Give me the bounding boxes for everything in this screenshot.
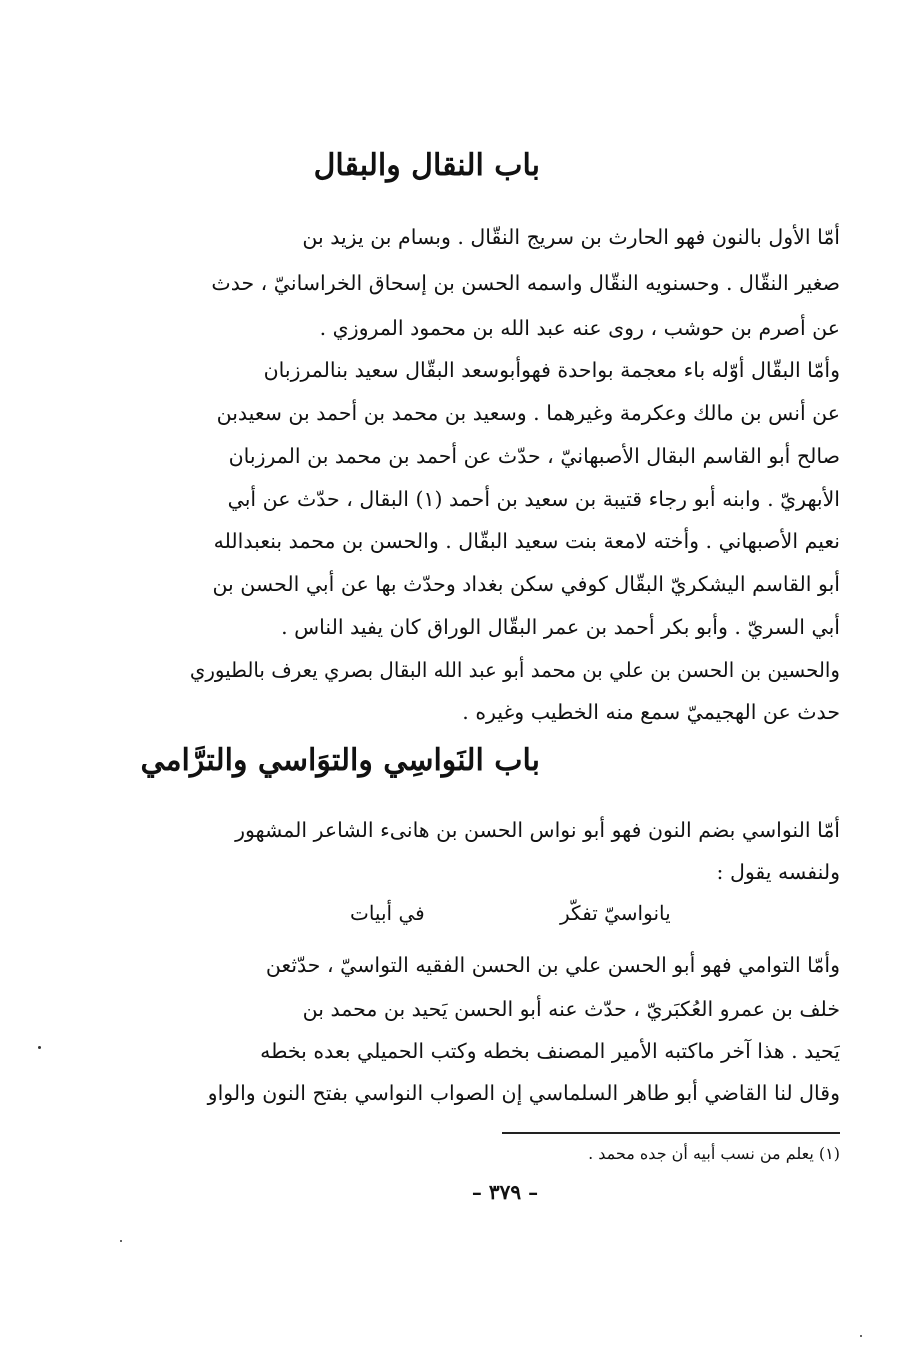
chapter-heading-nawasi: باب النَواسِي والتوَاسي والترَّامي bbox=[140, 743, 540, 778]
chapter-heading-naqqal: باب النقال والبقال bbox=[313, 148, 540, 183]
text-line: أبو القاسم اليشكريّ البقّال كوفي سكن بغداد وحدّث بها عن أبي الحسن بن bbox=[212, 572, 840, 596]
page-number: – ٣٧٩ – bbox=[471, 1180, 539, 1204]
text-line: نعيم الأصبهاني . وأخته لامعة بنت سعيد البقّال . والحسن بن محمد بنعبدالله bbox=[213, 529, 840, 553]
text-line: يَحيد . هذا آخر ماكتبه الأمير المصنف بخطه وكتب الحميلي بعده بخطه bbox=[260, 1039, 840, 1063]
scan-speck bbox=[860, 1335, 862, 1337]
scan-speck bbox=[38, 1046, 41, 1049]
text-line: حدث عن الهجيميّ سمع منه الخطيب وغيره . bbox=[462, 700, 840, 724]
text-line: وأمّا البقّال أوّله باء معجمة بواحدة فهوأبوسعد البقّال سعيد بنالمرزبان bbox=[263, 358, 840, 382]
text-line: صالح أبو القاسم البقال الأصبهانيّ ، حدّث عن أحمد بن محمد بن المرزبان bbox=[228, 444, 840, 468]
text-line: ولنفسه يقول : bbox=[716, 860, 840, 884]
footnote: (١) يعلم من نسب أبيه أن جده محمد . bbox=[588, 1144, 840, 1163]
text-line: الأبهريّ . وابنه أبو رجاء قتيبة بن سعيد بن أحمد (١) البقال ، حدّث عن أبي bbox=[227, 487, 840, 511]
footnote-divider bbox=[502, 1132, 840, 1134]
verse-hemistich-2: في أبيات bbox=[350, 901, 425, 925]
text-line: والحسين بن الحسن بن علي بن محمد أبو عبد الله البقال بصري يعرف بالطيوري bbox=[189, 658, 840, 682]
text-line: أمّا النواسي بضم النون فهو أبو نواس الحسن بن هانىء الشاعر المشهور bbox=[235, 818, 840, 842]
text-line: عن أصرم بن حوشب ، روى عنه عبد الله بن محمود المروزي . bbox=[319, 316, 840, 340]
text-line: أمّا الأول بالنون فهو الحارث بن سريج النقّال . وبسام بن يزيد بن bbox=[302, 225, 840, 249]
text-line: خلف بن عمرو العُكبَريّ ، حدّث عنه أبو الحسن يَحيد بن محمد بن bbox=[302, 997, 840, 1021]
text-line: عن أنس بن مالك وعكرمة وغيرهما . وسعيد بن محمد بن أحمد بن سعيدبن bbox=[216, 401, 840, 425]
text-line: وأمّا التوامي فهو أبو الحسن علي بن الحسن الفقيه التواسيّ ، حدّثعن bbox=[265, 953, 840, 977]
text-line: وقال لنا القاضي أبو طاهر السلماسي إن الصواب النواسي بفتح النون والواو bbox=[207, 1081, 840, 1105]
text-line: صغير النقّال . وحسنويه النقّال واسمه الحسن بن إسحاق الخراسانيّ ، حدث bbox=[211, 271, 840, 295]
verse-hemistich-1: يانواسيّ تفكّر bbox=[560, 901, 671, 925]
scan-speck bbox=[120, 1240, 122, 1242]
text-line: أبي السريّ . وأبو بكر أحمد بن عمر البقّال الوراق كان يفيد الناس . bbox=[281, 615, 840, 639]
